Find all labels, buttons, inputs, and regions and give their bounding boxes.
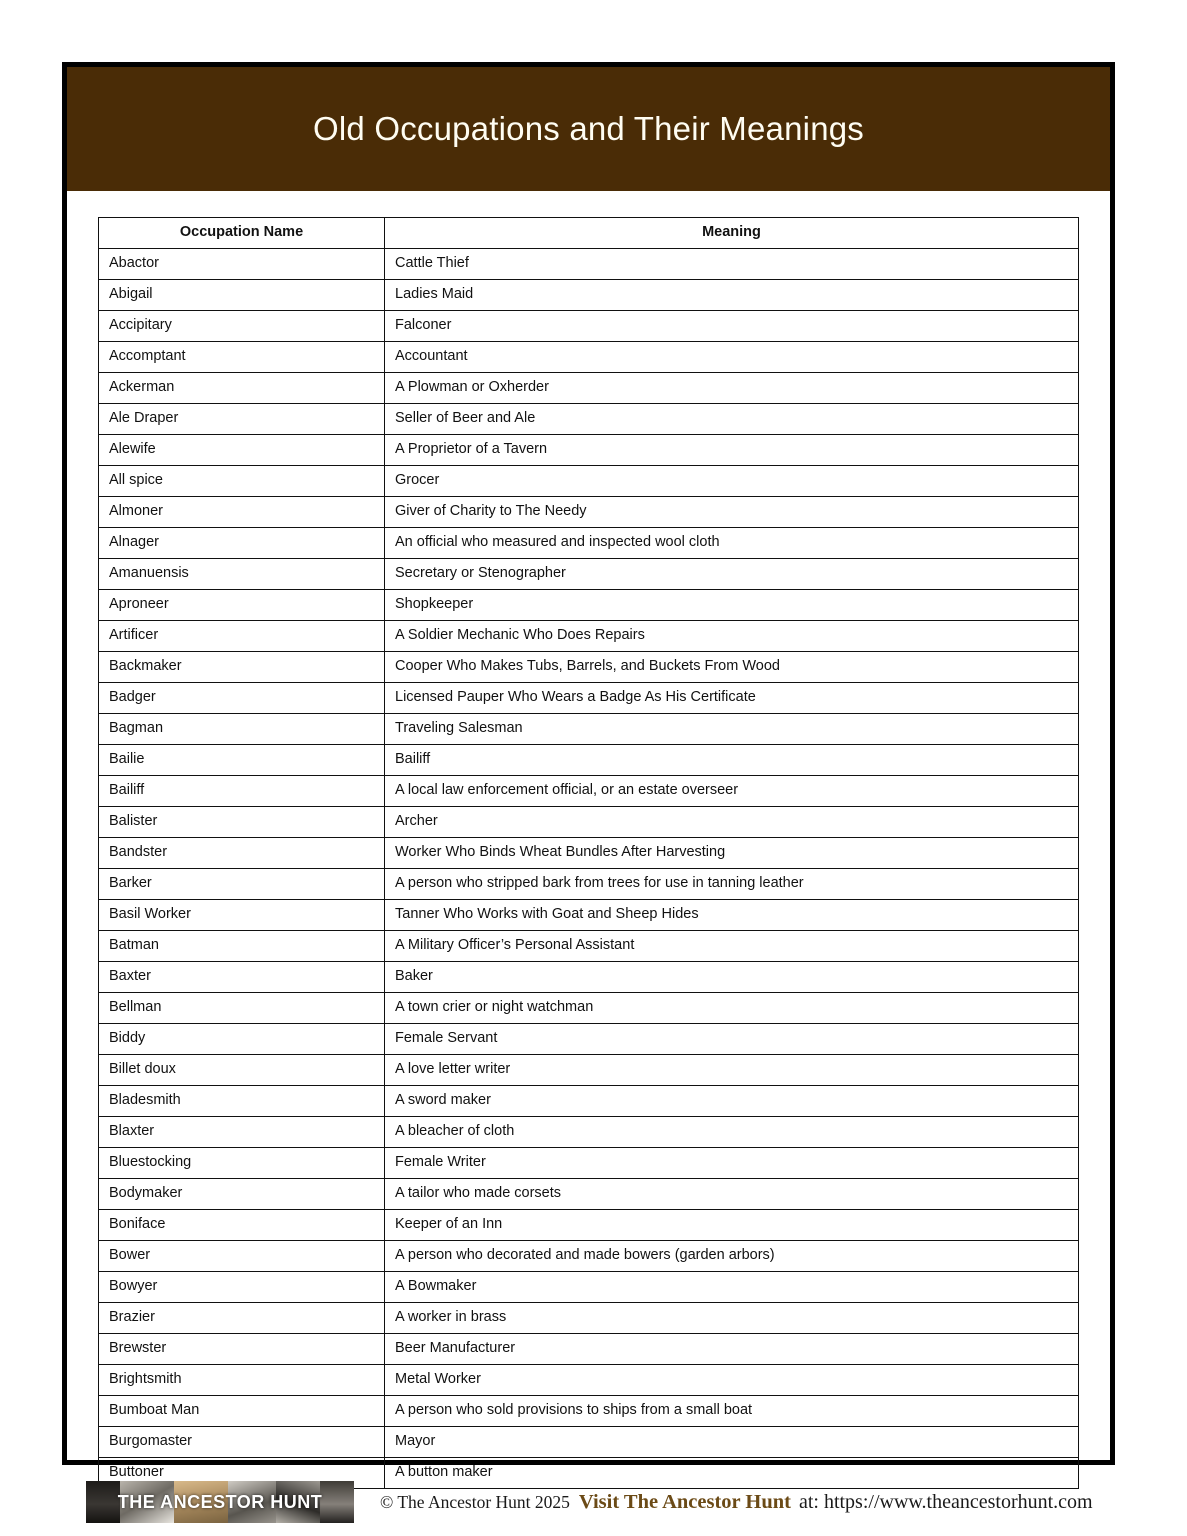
meaning-cell: Keeper of an Inn (385, 1210, 1079, 1241)
meaning-cell: Female Writer (385, 1148, 1079, 1179)
meaning-cell: Female Servant (385, 1024, 1079, 1055)
meaning-cell: Giver of Charity to The Needy (385, 497, 1079, 528)
occupation-name-cell: Bluestocking (99, 1148, 385, 1179)
table-row (99, 342, 1079, 373)
occupation-name-cell: Batman (99, 931, 385, 962)
occupation-name-cell: Accipitary (99, 311, 385, 342)
meaning-cell: A Bowmaker (385, 1272, 1079, 1303)
table-row (99, 1334, 1079, 1365)
occupation-name-cell: Brightsmith (99, 1365, 385, 1396)
occupation-name-cell: Ale Draper (99, 404, 385, 435)
meaning-cell: A local law enforcement official, or an estate overseer (385, 776, 1079, 807)
meaning-cell: Secretary or Stenographer (385, 559, 1079, 590)
column-header-occupation-name: Occupation Name (99, 218, 385, 249)
occupation-name-cell: Alnager (99, 528, 385, 559)
table-row (99, 1117, 1079, 1148)
table-row (99, 931, 1079, 962)
occupation-name-cell: Burgomaster (99, 1427, 385, 1458)
table-row (99, 1365, 1079, 1396)
occupation-name-cell: Abactor (99, 249, 385, 280)
table-row (99, 280, 1079, 311)
occupation-name-cell: Bailiff (99, 776, 385, 807)
meaning-cell: A worker in brass (385, 1303, 1079, 1334)
table-row (99, 745, 1079, 776)
table-body (99, 249, 1079, 1489)
meaning-cell: Worker Who Binds Wheat Bundles After Harvesting (385, 838, 1079, 869)
meaning-cell: A Military Officer’s Personal Assistant (385, 931, 1079, 962)
table-row (99, 373, 1079, 404)
table-row (99, 1086, 1079, 1117)
occupations-table-container (98, 217, 1079, 1489)
table-row (99, 1179, 1079, 1210)
meaning-cell: An official who measured and inspected wool cloth (385, 528, 1079, 559)
site-url[interactable]: at: https://www.theancestorhunt.com (798, 1490, 1093, 1513)
occupation-name-cell: Almoner (99, 497, 385, 528)
occupation-name-cell: Ackerman (99, 373, 385, 404)
table-row (99, 993, 1079, 1024)
table-header-row (99, 218, 1079, 249)
meaning-cell: Bailiff (385, 745, 1079, 776)
footer-text (380, 1491, 1093, 1514)
occupation-name-cell: Aproneer (99, 590, 385, 621)
meaning-cell: A button maker (385, 1458, 1079, 1489)
occupation-name-cell: Brazier (99, 1303, 385, 1334)
table-row (99, 435, 1079, 466)
document-frame (62, 62, 1115, 1481)
table-row (99, 404, 1079, 435)
page-title: Old Occupations and Their Meanings (313, 110, 864, 147)
meaning-cell: A love letter writer (385, 1055, 1079, 1086)
occupation-name-cell: All spice (99, 466, 385, 497)
table-row (99, 683, 1079, 714)
meaning-cell: A person who decorated and made bowers (garden arbors) (385, 1241, 1079, 1272)
table-row (99, 249, 1079, 280)
table-row (99, 838, 1079, 869)
occupation-name-cell: Amanuensis (99, 559, 385, 590)
meaning-cell: Metal Worker (385, 1365, 1079, 1396)
meaning-cell: Baker (385, 962, 1079, 993)
occupation-name-cell: Blaxter (99, 1117, 385, 1148)
title-banner (67, 67, 1110, 191)
occupation-name-cell: Bodymaker (99, 1179, 385, 1210)
table-row (99, 1148, 1079, 1179)
table-row (99, 497, 1079, 528)
table-row (99, 1303, 1079, 1334)
occupation-name-cell: Boniface (99, 1210, 385, 1241)
meaning-cell: Falconer (385, 311, 1079, 342)
occupation-name-cell: Bagman (99, 714, 385, 745)
ancestor-hunt-logo (86, 1481, 354, 1523)
occupation-name-cell: Abigail (99, 280, 385, 311)
table-row (99, 962, 1079, 993)
meaning-cell: A town crier or night watchman (385, 993, 1079, 1024)
occupation-name-cell: Artificer (99, 621, 385, 652)
meaning-cell: Grocer (385, 466, 1079, 497)
meaning-cell: A bleacher of cloth (385, 1117, 1079, 1148)
table-row (99, 1272, 1079, 1303)
meaning-cell: A Proprietor of a Tavern (385, 435, 1079, 466)
occupation-name-cell: Bladesmith (99, 1086, 385, 1117)
meaning-cell: A person who sold provisions to ships from a small boat (385, 1396, 1079, 1427)
occupation-name-cell: Brewster (99, 1334, 385, 1365)
table-row (99, 559, 1079, 590)
page-footer (62, 1474, 1115, 1530)
table-row (99, 1024, 1079, 1055)
meaning-cell: A Plowman or Oxherder (385, 373, 1079, 404)
visit-site-label: Visit The Ancestor Hunt (578, 1490, 791, 1513)
column-header-meaning: Meaning (385, 218, 1079, 249)
table-row (99, 621, 1079, 652)
meaning-cell: Accountant (385, 342, 1079, 373)
occupation-name-cell: Baxter (99, 962, 385, 993)
occupation-name-cell: Balister (99, 807, 385, 838)
occupation-name-cell: Bowyer (99, 1272, 385, 1303)
meaning-cell: Seller of Beer and Ale (385, 404, 1079, 435)
occupations-table (98, 217, 1079, 1489)
meaning-cell: A sword maker (385, 1086, 1079, 1117)
meaning-cell: A person who stripped bark from trees for use in tanning leather (385, 869, 1079, 900)
meaning-cell: Archer (385, 807, 1079, 838)
meaning-cell: Traveling Salesman (385, 714, 1079, 745)
occupation-name-cell: Buttoner (99, 1458, 385, 1489)
meaning-cell: A Soldier Mechanic Who Does Repairs (385, 621, 1079, 652)
table-row (99, 900, 1079, 931)
table-row (99, 1210, 1079, 1241)
table-row (99, 714, 1079, 745)
meaning-cell: Licensed Pauper Who Wears a Badge As His Certificate (385, 683, 1079, 714)
meaning-cell: Shopkeeper (385, 590, 1079, 621)
table-row (99, 466, 1079, 497)
table-row (99, 590, 1079, 621)
occupation-name-cell: Bellman (99, 993, 385, 1024)
meaning-cell: Mayor (385, 1427, 1079, 1458)
meaning-cell: Cattle Thief (385, 249, 1079, 280)
table-row (99, 1055, 1079, 1086)
occupation-name-cell: Basil Worker (99, 900, 385, 931)
table-row (99, 1396, 1079, 1427)
occupation-name-cell: Biddy (99, 1024, 385, 1055)
meaning-cell: Beer Manufacturer (385, 1334, 1079, 1365)
table-row (99, 1427, 1079, 1458)
table-row (99, 807, 1079, 838)
table-row (99, 776, 1079, 807)
table-row (99, 869, 1079, 900)
occupation-name-cell: Bower (99, 1241, 385, 1272)
meaning-cell: A tailor who made corsets (385, 1179, 1079, 1210)
occupation-name-cell: Accomptant (99, 342, 385, 373)
occupation-name-cell: Alewife (99, 435, 385, 466)
copyright-notice: © The Ancestor Hunt 2025 (380, 1491, 570, 1512)
meaning-cell: Tanner Who Works with Goat and Sheep Hides (385, 900, 1079, 931)
table-row (99, 311, 1079, 342)
occupation-name-cell: Bandster (99, 838, 385, 869)
occupation-name-cell: Billet doux (99, 1055, 385, 1086)
meaning-cell: Cooper Who Makes Tubs, Barrels, and Buckets From Wood (385, 652, 1079, 683)
occupation-name-cell: Badger (99, 683, 385, 714)
table-row (99, 652, 1079, 683)
meaning-cell: Ladies Maid (385, 280, 1079, 311)
table-header (99, 218, 1079, 249)
occupation-name-cell: Barker (99, 869, 385, 900)
logo-wordmark: THE ANCESTOR HUNT (117, 1491, 323, 1512)
occupation-name-cell: Bailie (99, 745, 385, 776)
occupation-name-cell: Backmaker (99, 652, 385, 683)
table-row (99, 1241, 1079, 1272)
table-row (99, 528, 1079, 559)
occupation-name-cell: Bumboat Man (99, 1396, 385, 1427)
